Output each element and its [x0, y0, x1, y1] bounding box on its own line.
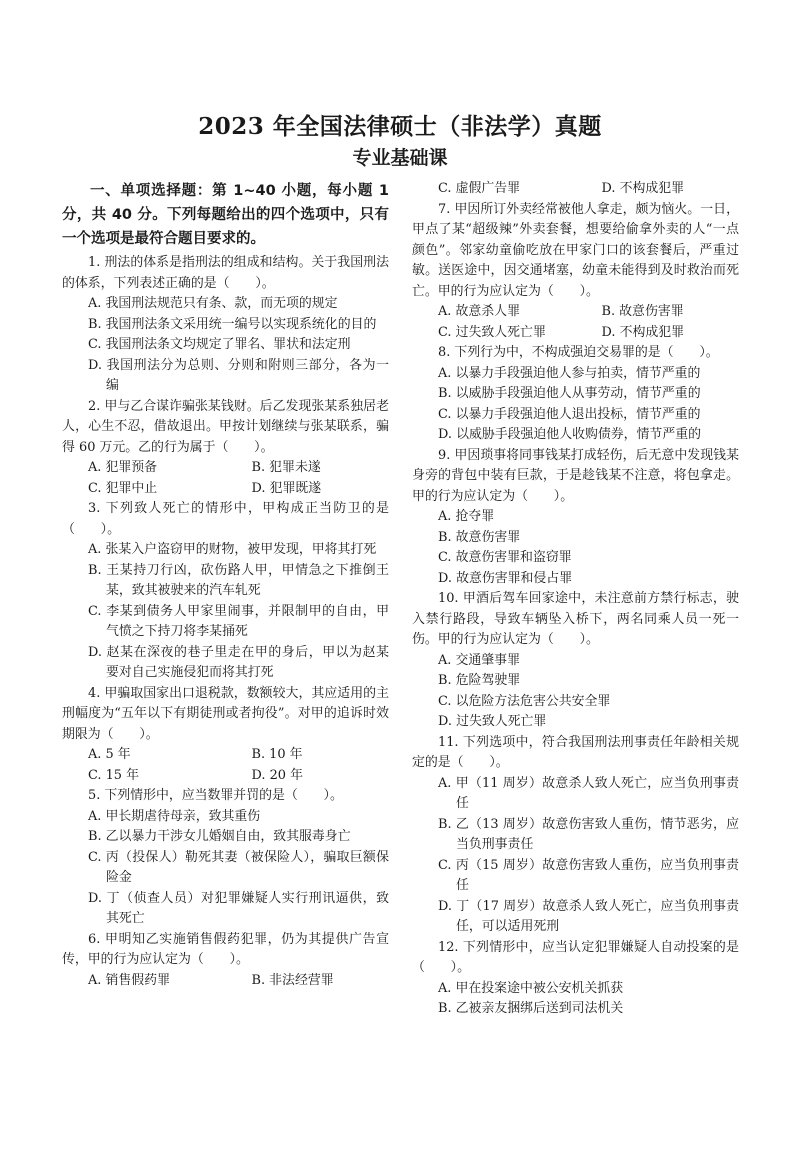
option: A. 甲（11 周岁）故意杀人致人死亡，应当负刑事责任	[438, 775, 739, 811]
option: C. 我国刑法条文均规定了罪名、罪状和法定刑	[88, 337, 351, 352]
option: D. 不构成犯罪	[601, 181, 685, 196]
option-row	[62, 766, 389, 787]
option: B. 我国刑法条文采用统一编号以实现系统化的目的	[88, 316, 377, 332]
option: D. 故意伤害罪和侵占罪	[438, 570, 573, 586]
right-column	[412, 179, 739, 1020]
page-title: 2023 年全国法律硕士（非法学）真题	[198, 113, 602, 140]
question-9: 9. 甲因琐事将同事钱某打成轻伤，后无意中发现钱某身旁的背包中装有巨款，于是趁钱某不注意，将包拿走。甲的行为应认定为（ ）。	[412, 447, 739, 504]
option: B. 故意伤害罪	[438, 529, 521, 545]
option: A. 抢夺罪	[438, 509, 495, 524]
option: D. 过失致人死亡罪	[438, 714, 547, 729]
option: C. 15 年	[88, 767, 139, 783]
option: A. 张某入户盗窃甲的财物，被甲发现，甲将其打死	[88, 542, 377, 557]
left-column	[62, 179, 389, 991]
option: C. 以暴力手段强迫他人退出投标，情节严重的	[438, 406, 701, 422]
option: A. 交通肇事罪	[438, 652, 520, 668]
option: A. 甲在投案途中被公安机关抓获	[438, 980, 624, 996]
option: D. 丁（侦查人员）对犯罪嫌疑人实行刑讯逼供，致其死亡	[88, 890, 389, 926]
option-row	[62, 971, 389, 992]
option: A. 甲长期虐待母亲，致其重伤	[88, 808, 261, 824]
option: B. 10 年	[251, 747, 303, 762]
option-row	[412, 302, 739, 323]
question-12: 12. 下列情形中，应当认定犯罪嫌疑人自动投案的是（ ）。	[412, 939, 739, 975]
option: B. 乙（13 周岁）故意伤害致人重伤，情节恶劣，应当负刑事责任	[438, 816, 739, 852]
question-10: 10. 甲酒后驾车回家途中，未注意前方禁行标志，驶入禁行路段，导致车辆坠入桥下，两名同乘人员一死一伤。甲的行为应认定为（ ）。	[412, 591, 739, 647]
option: C. 犯罪中止	[88, 480, 158, 496]
option: C. 丙（15 周岁）故意伤害致人重伤，应当负刑事责任	[438, 857, 739, 893]
option: D. 以威胁手段强迫他人收购债券，情节严重的	[438, 427, 701, 442]
option: C. 丙（投保人）勒死其妻（被保险人），骗取巨额保险金	[88, 849, 389, 885]
question-5: 5. 下列情形中，应当数罪并罚的是（ ）。	[88, 788, 343, 803]
option: C. 过失致人死亡罪	[438, 324, 546, 340]
option: C. 故意伤害罪和盗窃罪	[438, 550, 572, 565]
question-6: 6. 甲明知乙实施销售假药犯罪，仍为其提供广告宣传，甲的行为应认定为（ ）。	[62, 931, 389, 967]
question-2: 2. 甲与乙合谋诈骗张某钱财。后乙发现张某系独居老人，心生不忍，借故退出。甲按计划继续与张某联系，骗得 60 万元。乙的行为属于（ ）。	[62, 398, 389, 455]
option: D. 赵某在深夜的巷子里走在甲的身后，甲以为赵某要对自己实施侵犯而将其打死	[88, 644, 389, 680]
option: A. 销售假药罪	[88, 972, 170, 988]
question-3: 3. 下列致人死亡的情形中，甲构成正当防卫的是（ ）。	[62, 501, 389, 537]
option: A. 5 年	[88, 747, 131, 762]
option: B. 王某持刀行凶，砍伤路人甲，甲情急之下推倒王某，致其被驶来的汽车轧死	[88, 562, 389, 598]
option: B. 乙以暴力干涉女儿婚姻自由，致其服毒身亡	[88, 829, 351, 844]
option: B. 犯罪未遂	[251, 460, 321, 475]
question-4: 4. 甲骗取国家出口退税款，数额较大，其应适用的主刑幅度为“五年以下有期徒刑或者拘役”。对甲的追诉时效期限为（ ）。	[62, 685, 389, 742]
option-row	[62, 458, 389, 479]
option: D. 20 年	[251, 767, 303, 783]
option: B. 危险驾驶罪	[438, 673, 521, 688]
option-row	[62, 745, 389, 766]
option-row	[62, 479, 389, 500]
option: C. 李某到债务人甲家里闹事，并限制甲的自由，甲气愤之下持刀将李某捅死	[88, 603, 389, 639]
option-row	[412, 323, 739, 344]
question-1: 1. 刑法的体系是指刑法的组成和结构。关于我国刑法的体系，下列表述正确的是（ ）。	[62, 255, 389, 291]
option: D. 丁（17 周岁）故意杀人致人死亡，应当负刑事责任，可以适用死刑	[438, 898, 739, 934]
option: C. 以危险方法危害公共安全罪	[438, 693, 611, 709]
option: B. 以威胁手段强迫他人从事劳动，情节严重的	[438, 386, 701, 401]
option: A. 犯罪预备	[88, 460, 158, 475]
question-8: 8. 下列行为中，不构成强迫交易罪的是（ ）。	[438, 345, 719, 360]
option: C. 虚假广告罪	[438, 181, 521, 196]
option: A. 故意杀人罪	[438, 304, 520, 319]
option: B. 非法经营罪	[251, 972, 334, 988]
option: A. 我国刑法规范只有条、款，而无项的规定	[88, 296, 338, 311]
option: A. 以暴力手段强迫他人参与拍卖，情节严重的	[438, 365, 701, 381]
option: D. 犯罪既遂	[251, 480, 322, 496]
option: D. 不构成犯罪	[601, 324, 685, 340]
option: D. 我国刑法分为总则、分则和附则三部分，各为一编	[88, 357, 389, 393]
question-11: 11. 下列选项中，符合我国刑法刑事责任年龄相关规定的是（ ）。	[412, 734, 739, 770]
option: B. 故意伤害罪	[601, 304, 684, 319]
option: B. 乙被亲友捆绑后送到司法机关	[438, 1001, 624, 1016]
option-row	[412, 179, 739, 200]
question-7: 7. 甲因所订外卖经常被他人拿走，颇为恼火。一日，甲点了某“超级辣”外卖套餐，想要给偷拿外卖的人“一点颜色”。邻家幼童偷吃放在甲家门口的该套餐后，严重过敏。送医途中，因交通堵塞，幼童未能得到及时救治而死亡。甲的行为应认定为（ ）。	[412, 201, 739, 299]
page-subtitle: 专业基础课	[352, 147, 448, 169]
section-heading: 一、单项选择题：第 1~40 小题，每小题 1 分，共 40 分。下列每题给出的四个选项中，只有一个选项是最符合题目要求的。	[62, 183, 389, 247]
